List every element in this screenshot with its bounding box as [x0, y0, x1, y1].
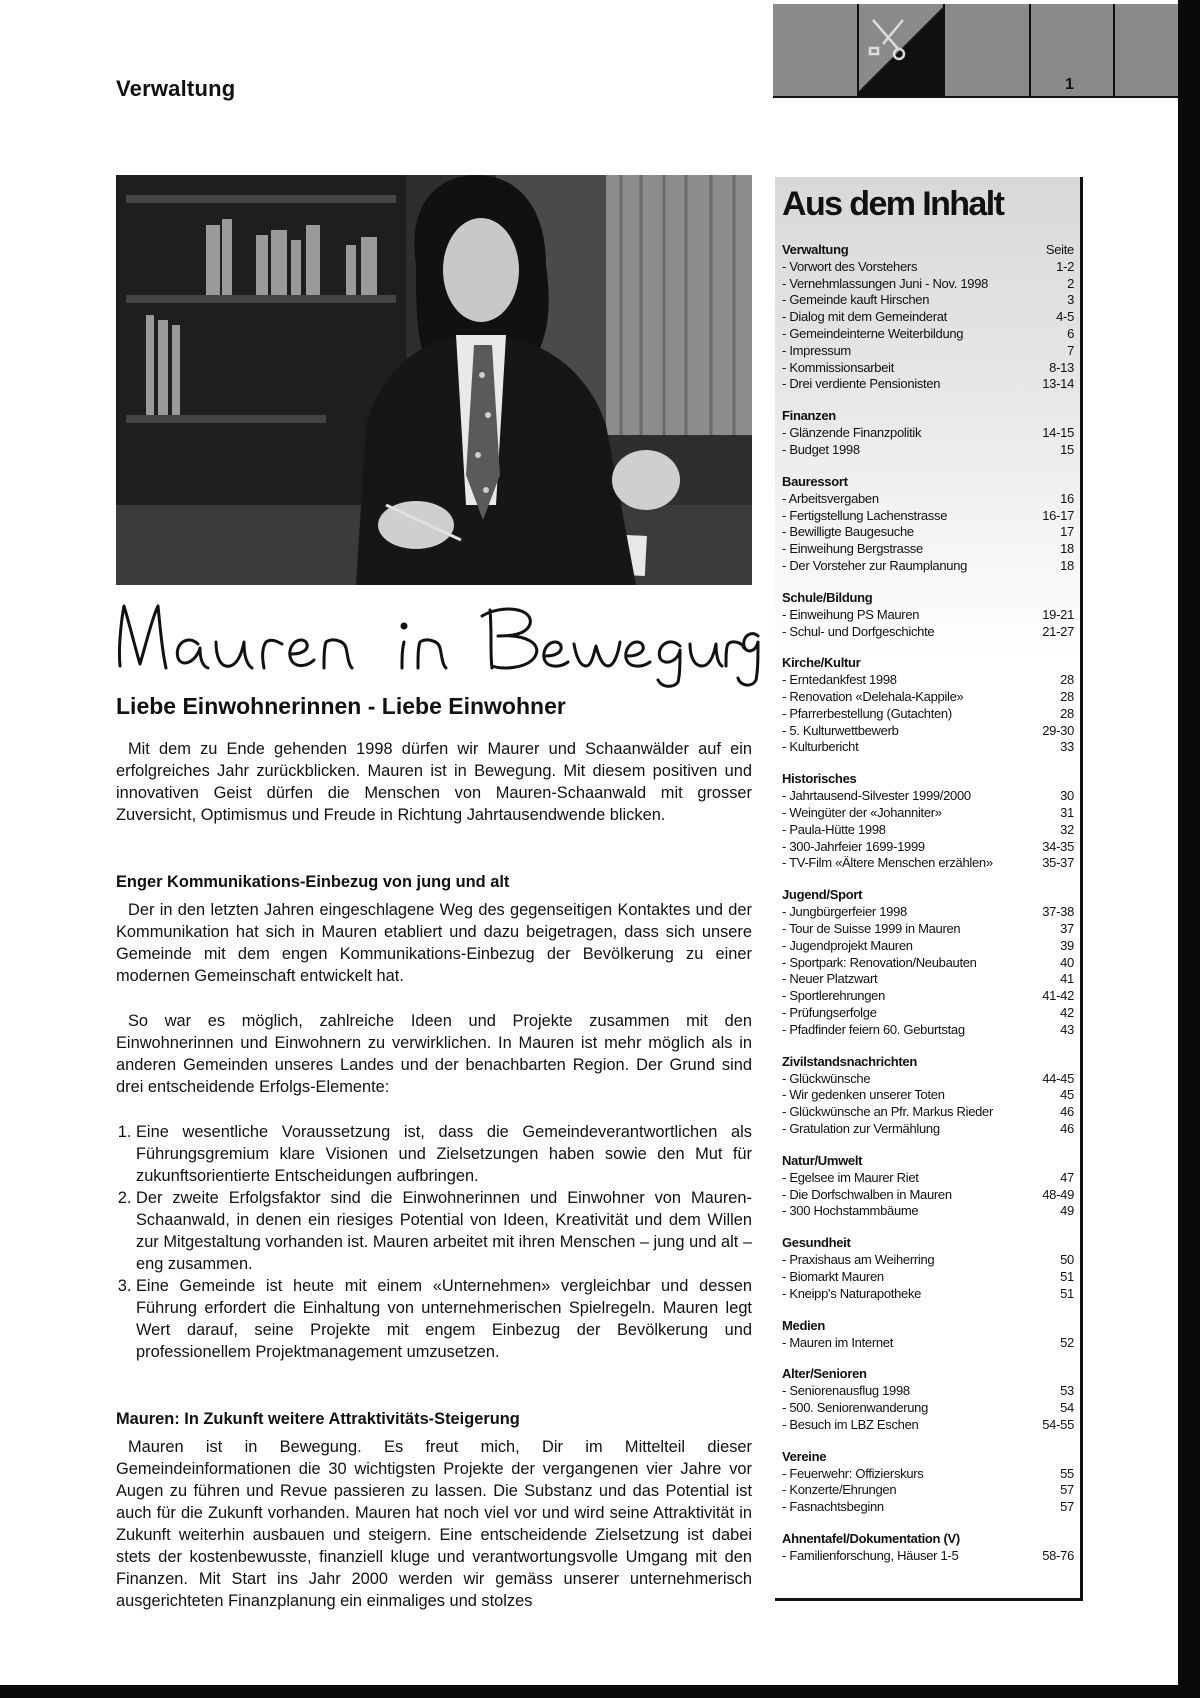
toc-entry-page: 44-45 [1042, 1070, 1074, 1086]
toc-entry-page: 28 [1060, 689, 1074, 705]
toc-entry[interactable] [782, 326, 1074, 343]
toc-section-title: Medien [782, 1317, 825, 1333]
toc-section-heading[interactable] [782, 1449, 1074, 1466]
toc-entry-page: 21-27 [1042, 623, 1074, 639]
toc-entry-label: - Pfadfinder feiern 60. Geburtstag [782, 1021, 965, 1037]
toc-entry-page: 46 [1060, 1104, 1074, 1120]
toc-entry[interactable] [782, 1548, 1074, 1565]
handwritten-title [112, 596, 762, 688]
toc-entry-label: - Gratulation zur Vermählung [782, 1120, 940, 1136]
toc-entry-label: - Budget 1998 [782, 441, 860, 457]
toc-entry-label: - Praxishaus am Weiherring [782, 1252, 935, 1268]
toc-entry-label: - Der Vorsteher zur Raumplanung [782, 557, 968, 573]
toc-section [782, 590, 1074, 640]
toc-entry-label: - Kommissionsarbeit [782, 359, 895, 375]
toc-entry[interactable] [782, 1383, 1074, 1400]
toc-entry-label: - Jungbürgerfeier 1998 [782, 904, 907, 920]
toc-entry[interactable] [782, 508, 1074, 525]
toc-entry-page: 28 [1060, 672, 1074, 688]
toc-section-title: Ahnentafel/Dokumentation (V) [782, 1531, 960, 1547]
toc-entry-page: 17 [1060, 524, 1074, 540]
article-body [116, 738, 752, 1612]
toc-entry[interactable] [782, 1022, 1074, 1039]
toc-entry-page: 32 [1060, 821, 1074, 837]
toc-entry-label: - Bewilligte Baugesuche [782, 524, 914, 540]
section-tab-strip [773, 4, 1178, 98]
toc-entry[interactable] [782, 360, 1074, 377]
toc-section-heading[interactable] [782, 1318, 1074, 1335]
toc-entry[interactable] [782, 1252, 1074, 1269]
toc-entry-page: 18 [1060, 541, 1074, 557]
toc-section-title: Finanzen [782, 408, 836, 424]
paragraph: Mauren ist in Bewegung. Es freut mich, Dir im Mittelteil dieser Gemeindeinformationen die 30 wichtigsten Projekte der vergangenen vier Jahre vor Augen zu führen und Revue passieren zu lassen. Die Substanz und das Potential ist auch für die Zukunft vorhanden. Mauren hat noch viel vor und wird seine Attraktivität in Zukunft weiterhin ausbauen und steigern. Eine entscheidende Zielsetzung ist dabei stets der kostenbewusste, finanziell kluge und verantwortungsvolle Umgang mit den Finanzen. Mit Start ins Jahr 2000 werden wir gemäss unserer unternehmerisch ausgerichteten Finanzplanung ein einmaliges und stolzes [116, 1438, 752, 1610]
toc-entry[interactable] [782, 624, 1074, 641]
toc-entry-label: - Konzerte/Ehrungen [782, 1482, 897, 1498]
toc-entry[interactable] [782, 988, 1074, 1005]
section-label: Verwaltung [116, 76, 236, 101]
toc-entry[interactable] [782, 706, 1074, 723]
toc-entry-label: - Renovation «Delehala-Kappile» [782, 689, 964, 705]
toc-section-heading[interactable] [782, 242, 1074, 259]
toc-section [782, 771, 1074, 872]
toc-entry-page: 50 [1060, 1252, 1074, 1268]
toc-entry-label: - 300 Hochstammbäume [782, 1203, 919, 1219]
toc-entry[interactable] [782, 1499, 1074, 1516]
toc-entry-page: 43 [1060, 1021, 1074, 1037]
section-tab-active[interactable] [859, 4, 945, 98]
toc-entry[interactable] [782, 938, 1074, 955]
toc-section [782, 242, 1074, 393]
toc-list [782, 242, 1074, 1580]
toc-entry[interactable] [782, 822, 1074, 839]
toc-entry[interactable] [782, 788, 1074, 805]
toc-entry-label: - Drei verdiente Pensionisten [782, 376, 941, 392]
toc-entry-label: - Prüfungserfolge [782, 1005, 877, 1020]
toc-entry-label: - Glänzende Finanzpolitik [782, 425, 922, 441]
toc-section-title: Vereine [782, 1448, 827, 1464]
toc-section [782, 887, 1074, 1038]
toc-section-title: Zivilstandsnachrichten [782, 1053, 917, 1069]
toc-entry[interactable] [782, 1005, 1074, 1022]
toc-section-heading[interactable] [782, 408, 1074, 425]
toc-section-heading[interactable] [782, 1235, 1074, 1252]
toc-entry-label: - Gemeinde kauft Hirschen [782, 292, 930, 308]
toc-section-title: Verwaltung [782, 242, 849, 257]
toc-entry-page: 37 [1060, 921, 1074, 937]
toc-entry[interactable] [782, 1087, 1074, 1104]
toc-entry[interactable] [782, 1187, 1074, 1204]
toc-section-title: Alter/Senioren [782, 1366, 867, 1382]
tools-icon [859, 4, 943, 96]
toc-entry-page: 8-13 [1049, 359, 1074, 375]
toc-entry[interactable] [782, 607, 1074, 624]
success-elements-list [116, 1121, 752, 1363]
toc-section-title: Natur/Umwelt [782, 1152, 863, 1168]
toc-entry-page: 34-35 [1042, 838, 1074, 854]
toc-entry-label: - TV-Film «Ältere Menschen erzählen» [782, 855, 993, 871]
toc-entry-label: - Weingüter der «Johanniter» [782, 805, 942, 821]
toc-entry[interactable] [782, 1170, 1074, 1187]
toc-entry[interactable] [782, 1286, 1074, 1303]
toc-entry-page: 6 [1067, 325, 1074, 341]
section-tab[interactable] [1115, 4, 1178, 98]
page-number: 1 [1065, 76, 1074, 93]
toc-entry-label: - Schul- und Dorfgeschichte [782, 623, 935, 639]
toc-entry[interactable] [782, 442, 1074, 459]
toc-entry-label: - Arbeitsvergaben [782, 490, 879, 506]
toc-entry-label: - Impressum [782, 342, 851, 358]
toc-entry-page: 41 [1060, 971, 1074, 987]
toc-entry[interactable] [782, 425, 1074, 442]
toc-section-title: Bauressort [782, 473, 848, 489]
toc-entry-label: - Dialog mit dem Gemeinderat [782, 309, 947, 325]
toc-entry-page: 54 [1060, 1400, 1074, 1416]
toc-section-heading[interactable] [782, 1153, 1074, 1170]
toc-entry-label: - Seniorenausflug 1998 [782, 1383, 910, 1399]
toc-entry-label: - Glückwünsche [782, 1070, 871, 1086]
toc-section [782, 1153, 1074, 1220]
toc-entry-page: 31 [1060, 805, 1074, 821]
toc-entry-label: - Biomarkt Mauren [782, 1268, 884, 1284]
section-heading: Enger Kommunikations-Einbezug von jung und alt [116, 873, 510, 891]
toc-entry-label: - Pfarrerbestellung (Gutachten) [782, 705, 952, 721]
toc-entry-label: - Tour de Suisse 1999 in Mauren [782, 921, 961, 937]
toc-entry-page: 16 [1060, 490, 1074, 506]
toc-section-heading[interactable] [782, 1366, 1074, 1383]
toc-entry-label: - Jahrtausend-Silvester 1999/2000 [782, 788, 971, 804]
toc-section [782, 474, 1074, 575]
toc-entry-page: 57 [1060, 1499, 1074, 1515]
toc-entry[interactable] [782, 921, 1074, 938]
toc-section-title: Kirche/Kultur [782, 655, 861, 671]
toc-entry-label: - 500. Seniorenwanderung [782, 1400, 929, 1416]
toc-section [782, 1318, 1074, 1352]
toc-section-title: Jugend/Sport [782, 887, 863, 903]
toc-entry-page: 41-42 [1042, 988, 1074, 1004]
toc-entry[interactable] [782, 955, 1074, 972]
toc-entry-page: 4-5 [1056, 309, 1074, 325]
toc-entry-page: 2 [1067, 275, 1074, 291]
toc-section [782, 408, 1074, 458]
toc-entry-page: 13-14 [1042, 376, 1074, 392]
toc-entry-page: 28 [1060, 705, 1074, 721]
toc-section-title: Schule/Bildung [782, 589, 873, 605]
toc-entry[interactable] [782, 491, 1074, 508]
toc-section-heading[interactable] [782, 771, 1074, 788]
toc-entry[interactable] [782, 259, 1074, 276]
toc-entry[interactable] [782, 1121, 1074, 1138]
toc-entry-page: 7 [1067, 342, 1074, 358]
toc-entry[interactable] [782, 1482, 1074, 1499]
toc-entry-label: - Einweihung Bergstrasse [782, 541, 923, 557]
toc-entry[interactable] [782, 1466, 1074, 1483]
toc-entry[interactable] [782, 689, 1074, 706]
toc-entry-page: 30 [1060, 788, 1074, 804]
toc-entry-label: - Fertigstellung Lachenstrasse [782, 507, 948, 523]
toc-section [782, 1531, 1074, 1565]
toc-entry-label: - Vernehmlassungen Juni - Nov. 1998 [782, 275, 989, 291]
toc-section [782, 655, 1074, 756]
toc-entry-label: - Feuerwehr: Offizierskurs [782, 1465, 924, 1481]
section-tab[interactable] [773, 4, 859, 98]
toc-entry-page: 3 [1067, 292, 1074, 308]
toc-section [782, 1449, 1074, 1516]
toc-entry-page: 15 [1060, 441, 1074, 457]
toc-entry-label: - 300-Jahrfeier 1699-1999 [782, 838, 925, 854]
toc-entry[interactable] [782, 558, 1074, 575]
toc-entry-page: 45 [1060, 1087, 1074, 1103]
toc-entry-page: 16-17 [1042, 507, 1074, 523]
toc-entry-label: - Vorwort des Vorstehers [782, 258, 918, 274]
toc-entry[interactable] [782, 1269, 1074, 1286]
toc-entry-label: - Paula-Hütte 1998 [782, 821, 886, 837]
toc-entry-page: 54-55 [1042, 1416, 1074, 1432]
toc-entry[interactable] [782, 805, 1074, 822]
toc-entry[interactable] [782, 672, 1074, 689]
toc-section-title: Gesundheit [782, 1235, 851, 1251]
toc-entry[interactable] [782, 309, 1074, 326]
toc-entry-page: 51 [1060, 1268, 1074, 1284]
toc-entry[interactable] [782, 1071, 1074, 1088]
toc-page-header: Seite [1045, 242, 1074, 257]
toc-entry[interactable] [782, 1400, 1074, 1417]
list-item: 2. Der zweite Erfolgsfaktor sind die Einwohnerinnen und Einwohner von Mauren-Schaanwald, in denen ein riesiges Potential von Ideen, Kreativität und dem Willen zur Mitgestaltung vorhanden ist. Mauren arbeitet mit ihren Menschen – jung und alt – eng zusammen. [136, 1187, 752, 1275]
toc-section [782, 1235, 1074, 1302]
toc-section [782, 1054, 1074, 1138]
toc-entry-label: - Kneipp's Naturapotheke [782, 1285, 922, 1301]
toc-entry[interactable] [782, 541, 1074, 558]
toc-entry-page: 58-76 [1042, 1548, 1074, 1564]
toc-entry-label: - Fasnachtsbeginn [782, 1499, 884, 1515]
toc-section-heading[interactable] [782, 1531, 1074, 1548]
toc-section-heading[interactable] [782, 590, 1074, 607]
toc-entry-label: - Egelsee im Maurer Riet [782, 1169, 919, 1185]
toc-entry-label: - Besuch im LBZ Eschen [782, 1416, 919, 1432]
toc-entry-page: 49 [1060, 1203, 1074, 1219]
toc-entry-label: - Gemeindeinterne Weiterbildung [782, 325, 964, 341]
toc-entry-page: 57 [1060, 1482, 1074, 1498]
section-tab[interactable] [945, 4, 1031, 98]
toc-entry-page: 37-38 [1042, 904, 1074, 920]
toc-entry-page: 33 [1060, 739, 1074, 755]
toc-entry-page: 52 [1060, 1334, 1074, 1350]
toc-entry-label: - Jugendprojekt Mauren [782, 937, 913, 953]
toc-entry[interactable] [782, 343, 1074, 360]
toc-entry-label: - Kulturbericht [782, 739, 859, 755]
greeting-heading: Liebe Einwohnerinnen - Liebe Einwohner [116, 693, 566, 719]
toc-entry-page: 19-21 [1042, 606, 1074, 622]
toc-entry[interactable] [782, 855, 1074, 872]
toc-entry-label: - Glückwünsche an Pfr. Markus Rieder [782, 1104, 994, 1120]
toc-entry-page: 39 [1060, 937, 1074, 953]
list-item: 1. Eine wesentliche Voraussetzung ist, dass die Gemeindeverantwortlichen als Führungsgremium klare Visionen und Zielsetzungen haben sowie den Mut für zukunftsorientierte Entscheidungen aufbringen. [136, 1121, 752, 1187]
section-heading: Mauren: In Zukunft weitere Attraktivitäts-Steigerung [116, 1410, 520, 1428]
toc-entry[interactable] [782, 971, 1074, 988]
toc-entry-label: - Mauren im Internet [782, 1334, 894, 1350]
toc-entry-page: 46 [1060, 1120, 1074, 1136]
toc-section-heading[interactable] [782, 474, 1074, 491]
paragraph: Der in den letzten Jahren eingeschlagene Weg des gegenseitigen Kontaktes und der Kommunikation hat sich in Mauren etabliert und dazu beigetragen, dass sich unsere Gemeinde mit dem engen Kommunikations-Einbezug der Bevölkerung zu einer modernen Gemeinschaft entwickelt hat. [116, 901, 752, 985]
toc-entry-label: - Die Dorfschwalben in Mauren [782, 1186, 952, 1202]
toc-entry[interactable] [782, 276, 1074, 293]
toc-entry-page: 51 [1060, 1285, 1074, 1301]
toc-entry-page: 35-37 [1042, 855, 1074, 871]
toc-entry-page: 47 [1060, 1169, 1074, 1185]
intro-paragraph: Mit dem zu Ende gehenden 1998 dürfen wir Maurer und Schaanwälder auf ein erfolgreiches Jahr zurückblicken. Mauren ist in Bewegung. Mit diesem positiven und innovativen Geist dürfen die Menschen von Mauren-Schaanwald mit grosser Zuversicht, Optimismus und Freude in Richtung Jahrtausendwende blicken. [116, 740, 752, 824]
table-of-contents [775, 177, 1083, 1601]
toc-entry-page: 48-49 [1042, 1186, 1074, 1202]
toc-section [782, 1366, 1074, 1433]
toc-section-heading[interactable] [782, 655, 1074, 672]
toc-entry-label: - Einweihung PS Mauren [782, 606, 920, 622]
toc-entry[interactable] [782, 1417, 1074, 1434]
toc-entry[interactable] [782, 723, 1074, 740]
toc-entry[interactable] [782, 739, 1074, 756]
toc-entry-page: 29-30 [1042, 722, 1074, 738]
toc-entry-label: - Sportlerehrungen [782, 988, 885, 1004]
toc-entry-label: - Sportpark: Renovation/Neubauten [782, 954, 977, 970]
toc-section-heading[interactable] [782, 887, 1074, 904]
toc-entry[interactable] [782, 839, 1074, 856]
toc-entry-page: 18 [1060, 557, 1074, 573]
toc-entry-page: 42 [1060, 1005, 1074, 1020]
toc-entry[interactable] [782, 1203, 1074, 1220]
toc-section-heading[interactable] [782, 1054, 1074, 1071]
list-item: 3. Eine Gemeinde ist heute mit einem «Unternehmen» vergleichbar und dessen Führung erfordert die Einhaltung von unternehmerischen Spielregeln. Mauren legt Wert darauf, seine Projekte mit engem Einbezug der Bevölkerung und professionellem Projektmanagement umzusetzen. [136, 1275, 752, 1363]
toc-entry[interactable] [782, 1104, 1074, 1121]
toc-entry-label: - Neuer Platzwart [782, 971, 878, 987]
toc-entry-label: - Erntedankfest 1998 [782, 672, 897, 688]
toc-entry-page: 1-2 [1056, 258, 1074, 274]
toc-section-title: Historisches [782, 771, 857, 787]
toc-entry[interactable] [782, 524, 1074, 541]
toc-entry[interactable] [782, 376, 1074, 393]
portrait-photo [116, 175, 752, 585]
paragraph: So war es möglich, zahlreiche Ideen und Projekte zusammen mit den Einwohnerinnen und Einwohnern zu verwirklichen. In Mauren ist mehr möglich als in anderen Gemeinden unseres Landes und der benachbarten Region. Der Grund sind drei entscheidende Erfolgs-Elemente: [116, 1012, 752, 1096]
toc-entry-page: 53 [1060, 1383, 1074, 1399]
toc-title: Aus dem Inhalt [782, 185, 1004, 223]
toc-entry-label: - Familienforschung, Häuser 1-5 [782, 1548, 959, 1564]
toc-entry-page: 55 [1060, 1465, 1074, 1481]
toc-entry-label: - Wir gedenken unserer Toten [782, 1087, 945, 1103]
toc-entry-page: 14-15 [1042, 425, 1074, 441]
toc-entry[interactable] [782, 1335, 1074, 1352]
toc-entry-page: 40 [1060, 954, 1074, 970]
toc-entry-label: - 5. Kulturwettbewerb [782, 722, 899, 738]
toc-entry[interactable] [782, 904, 1074, 921]
toc-entry[interactable] [782, 292, 1074, 309]
